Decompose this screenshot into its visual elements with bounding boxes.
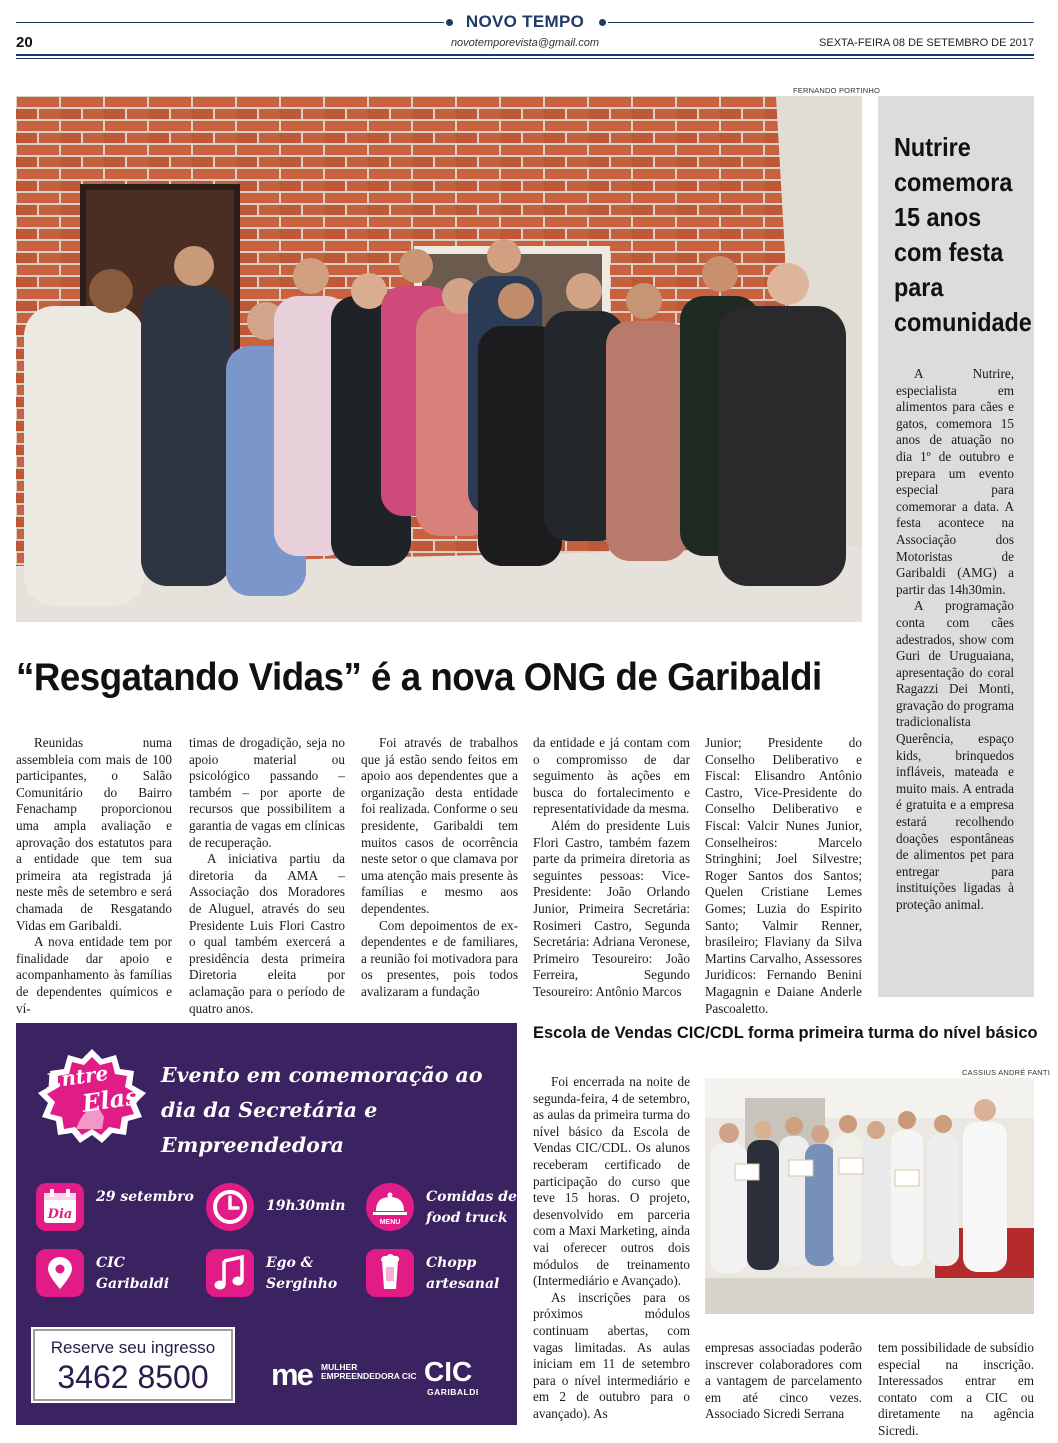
ad-headline: Evento em comemoração ao dia da Secretária e Empreendedora (161, 1063, 483, 1157)
menu-icon-label: MENU (379, 1219, 401, 1226)
masthead-email[interactable]: novotemporevista@gmail.com (450, 37, 600, 49)
music-note-icon (206, 1249, 254, 1297)
sidebar-headline: Nutrire comemora 15 anos com festa para comunidade (894, 132, 1032, 337)
calendar-icon-label: Dia (47, 1207, 73, 1222)
paragraph: A Nutrire, especialista em alimentos para cães e gatos, comemora 15 anos de atuação no dia 1º de outubro e prepara um evento especial para comemorar a data. A festa acontece na Associação dos Motoristas de Garibaldi (AMG) a partir das 14h30min. (896, 366, 1014, 597)
paragraph: Reunidas numa assembleia com mais de 100 participantes, o Salão Comunitário do Bairro Fenachamp proporcionou uma ampla avaliação e aprovação dos estatutos para a entidade que tem sua primeira ata registrada já neste mês de setembro e será chamada de Resgatando Vidas em Garibaldi. (16, 735, 172, 933)
group-photo-illustration (16, 96, 862, 622)
main-headline: “Resgatando Vidas” é a nova ONG de Garibaldi (16, 656, 822, 699)
paragraph: A iniciativa partiu da diretoria da AMA – Associação dos Moradores de Aluguel, através do seu Presidente Luis Flori Castro o qual também exercerá a presidência desta primeira Diretoria eleita por aclamação para o período de quatro anos. (189, 851, 345, 1016)
ad-item-label: Comidas de food truck (426, 1189, 517, 1226)
main-photo (16, 96, 862, 622)
masthead-rule (16, 54, 1034, 56)
event-advertisement[interactable] (16, 1023, 517, 1425)
mulher-empreendedora-text: MULHER EMPREENDEDORA CIC (321, 1362, 417, 1381)
article-column-4 (533, 735, 690, 1001)
graduation-photo-illustration (705, 1078, 1034, 1314)
article-column-1 (16, 735, 172, 1017)
article-column-2 (189, 735, 345, 1017)
ad-item-label: Ego & Serginho (266, 1255, 338, 1292)
paragraph: timas de drogadição, seja no apoio material ou psicológico passando – também – por aporte de recursos que possibilitem a garantia de vagas em clínicas de recuperação. (189, 735, 345, 850)
mulher-empreendedora-logo: me (271, 1357, 312, 1392)
ad-item-label: Chopp artesanal (426, 1255, 500, 1292)
second-headline: Escola de Vendas CIC/CDL forma primeira turma do nível básico (533, 1023, 1038, 1042)
map-pin-icon (36, 1249, 84, 1297)
paragraph: da entidade e já contam com o compromisso de dar seguimento às ações em busca do fortalecimento e representatividade da mesma. (533, 735, 690, 817)
paragraph: empresas associadas poderão inscrever colaboradores com a vantagem de parcelamento em até cinco vezes. Associado Sicredi Serrana (705, 1340, 862, 1422)
masthead-rule-thin (16, 58, 1034, 59)
paragraph: As inscrições para os próximos módulos continuam abertas, com vagas limitadas. As aulas iniciam em 11 de setembro para o nível intermediário e em 2 de outubro para o avançado). As (533, 1289, 690, 1421)
page-number: 20 (16, 34, 33, 51)
cic-logo-subtitle: GARIBALDI (427, 1387, 479, 1397)
paragraph: Além do presidente Luis Flori Castro, também fazem parte da primeira diretoria as seguintes pessoas: Vice-Presidente: João Orlando Junior, Primeira Secretária: Rosimeri Castro, Segunda Secretária: Adriana Veronese, Primeiro Tesoureiro: João Ferreira, Segundo Tesoureiro: Antônio Marcos (533, 817, 690, 999)
main-photo-credit: FERNANDO PORTINHO (793, 86, 881, 95)
masthead-brand: NOVO TEMPO (465, 12, 585, 31)
paragraph: Junior; Presidente do Conselho Deliberativo e Fiscal: Elisandro Antônio Castro, Vice-Presidente do Conselho Deliberativo e Fiscal: Valcir Nunes Junior, Conselheiros: Marcelo Stringhini; Joel Silvestre; Roger Santos dos Santos; Quelen Cristiane Lemes Gomes; Luzia do Espirito Santo; Valmir Renner, brasileiro; Flaviany da Silva Martins Carvalho, Assessores Juridicos: Fernando Benini Magagnin e Daiane Anderle Pascoaletto. (705, 735, 862, 1016)
article-column-5 (705, 735, 862, 1017)
reserve-phone[interactable]: 3462 8500 (57, 1359, 209, 1395)
issue-date: SEXTA-FEIRA 08 DE SETEMBRO DE 2017 (819, 37, 1034, 49)
paragraph: A programação conta com cães adestrados, show com Guri de Uruguaiana, apresentação do coral Ragazzi Dei Monti, gravação do programa tradicionalista Querência, espaço kids, brinquedos infláveis, mateada e muito mais. A entrada é gratuita e a empresa estará recolhendo doações espontâneas de alimentos pet para entregar para instituições ligadas à proteção animal. (896, 598, 1014, 912)
cic-logo: CIC (424, 1356, 473, 1387)
sidebar-box (878, 96, 1034, 997)
second-photo-credit: CASSIUS ANDRÉ FANTI (962, 1068, 1050, 1077)
logo-text-entre: Entre (44, 1060, 110, 1094)
second-article-column-2 (705, 1340, 862, 1423)
paragraph: tem possibilidade de subsídio especial na inscrição. Interessados entrar em contato com a CIC ou diretamente na agência Sicredi. (878, 1340, 1034, 1438)
calendar-icon (36, 1183, 84, 1231)
reserve-box[interactable] (33, 1329, 233, 1401)
second-article-column-1 (533, 1074, 690, 1422)
sidebar-body (896, 366, 1014, 914)
masthead (16, 10, 1034, 60)
second-article-column-3 (878, 1340, 1034, 1440)
reserve-label: Reserve seu ingresso (50, 1338, 216, 1357)
article-column-3 (361, 735, 518, 1001)
ad-item-label: CIC Garibaldi (96, 1255, 170, 1292)
paragraph: Foi encerrada na noite de segunda-feira, 4 de setembro, as aulas da primeira turma do nível básico da Escola de Vendas CIC/CDL. Os alunos receberam certificado de participação do curso que teve 15 horas. O projeto, desenvolvido em parceria com a Maxi Marketing, ainda vai oferecer outros dois módulos de treinamento (Intermediário e Avançado). (533, 1074, 690, 1289)
logo-text-elas: Elas (80, 1081, 141, 1118)
clock-icon (206, 1183, 254, 1231)
paragraph: Foi através de trabalhos que já estão sendo feitos em apoio aos dependentes que a organização desta entidade foi realizada. Conforme o seu presidente, Garibaldi tem muitos casos de ocorrência neste setor o que clamava por uma atenção mais presente às famílias e mesmo aos dependentes. (361, 735, 518, 916)
beer-glass-icon (366, 1249, 414, 1297)
food-cloche-icon (366, 1183, 414, 1231)
paragraph: Com depoimentos de ex-dependentes e de familiares, a reunião foi motivadora para os presentes, pois todos avalizaram a fundação (361, 917, 518, 999)
ad-item-label: 29 setembro (96, 1189, 194, 1205)
paragraph: A nova entidade tem por finalidade dar apoio e acompanhamento às famílias de dependentes químicos e ví- (16, 934, 172, 1016)
graduation-photo (705, 1078, 1034, 1314)
ad-item-label: 19h30min (266, 1198, 346, 1214)
